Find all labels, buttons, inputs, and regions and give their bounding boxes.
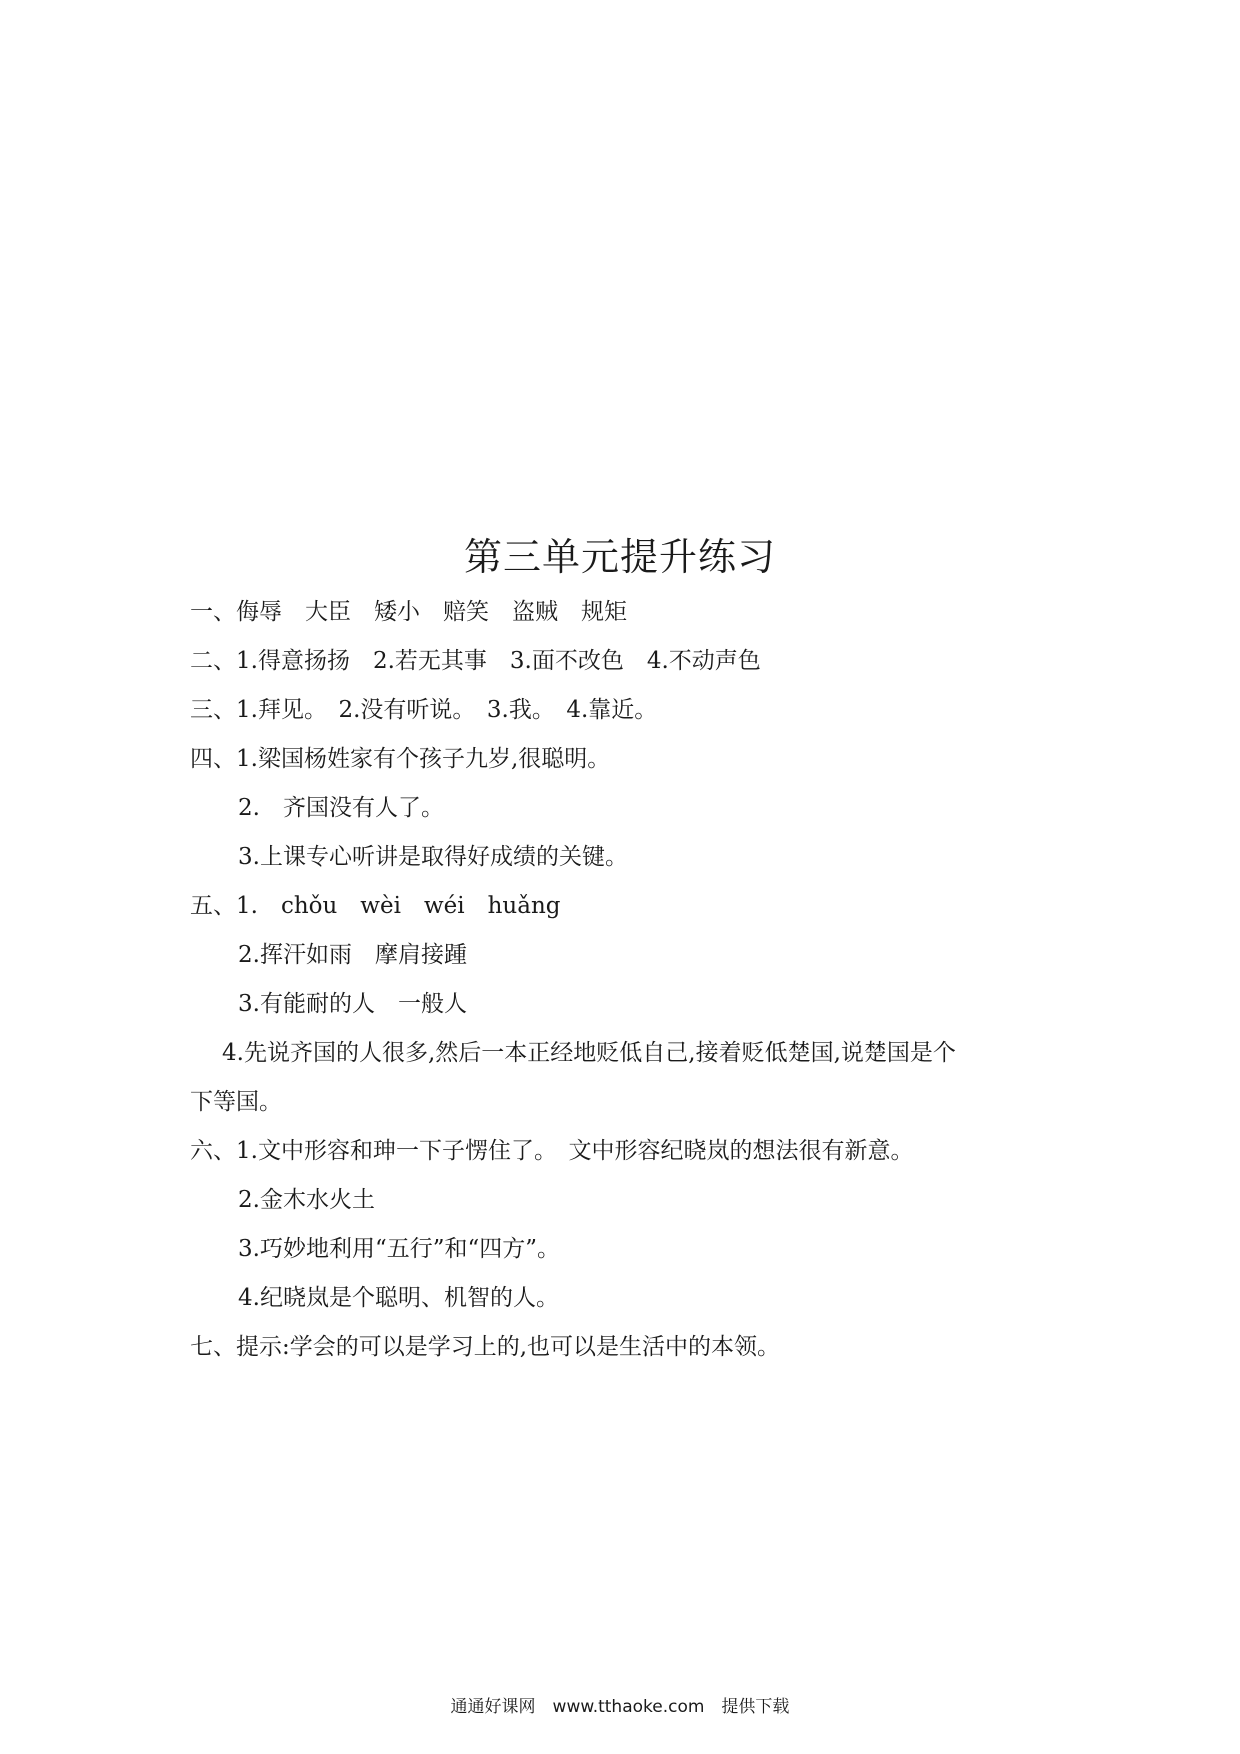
- answer-line-1: 一、侮辱 大臣 矮小 赔笑 盗贼 规矩: [190, 599, 627, 625]
- answer-line-2: 二、1.得意扬扬 2.若无其事 3.面不改色 4.不动声色: [190, 648, 761, 674]
- answer-line-5: 五、1. chǒu wèi wéi huǎng: [190, 893, 561, 919]
- answer-line-5-2: 2.挥汗如雨 摩肩接踵: [238, 942, 467, 968]
- footer-source: 通通好课网 www.tthaoke.com 提供下载: [450, 1697, 790, 1717]
- answer-line-6-4: 4.纪晓岚是个聪明、机智的人。: [238, 1285, 559, 1311]
- answer-line-7: 七、提示:学会的可以是学习上的,也可以是生活中的本领。: [190, 1334, 781, 1360]
- answer-line-6-3: 3.巧妙地利用“五行”和“四方”。: [238, 1236, 560, 1262]
- answer-line-4-2: 2. 齐国没有人了。: [238, 795, 444, 821]
- answer-line-6: 六、1.文中形容和珅一下子愣住了。 文中形容纪晓岚的想法很有新意。: [190, 1138, 914, 1164]
- answer-line-5-4-cont: 下等国。: [190, 1089, 282, 1115]
- page-title: 第三单元提升练习: [463, 535, 776, 579]
- answer-line-5-3: 3.有能耐的人 一般人: [238, 991, 467, 1017]
- answer-line-4-3: 3.上课专心听讲是取得好成绩的关键。: [238, 844, 628, 870]
- answer-line-5-4: 4.先说齐国的人很多,然后一本正经地贬低自己,接着贬低楚国,说楚国是个: [222, 1040, 956, 1066]
- answer-line-6-2: 2.金木水火土: [238, 1187, 375, 1213]
- answer-line-3: 三、1.拜见。 2.没有听说。 3.我。 4.靠近。: [190, 697, 658, 723]
- answer-line-4: 四、1.梁国杨姓家有个孩子九岁,很聪明。: [190, 746, 611, 772]
